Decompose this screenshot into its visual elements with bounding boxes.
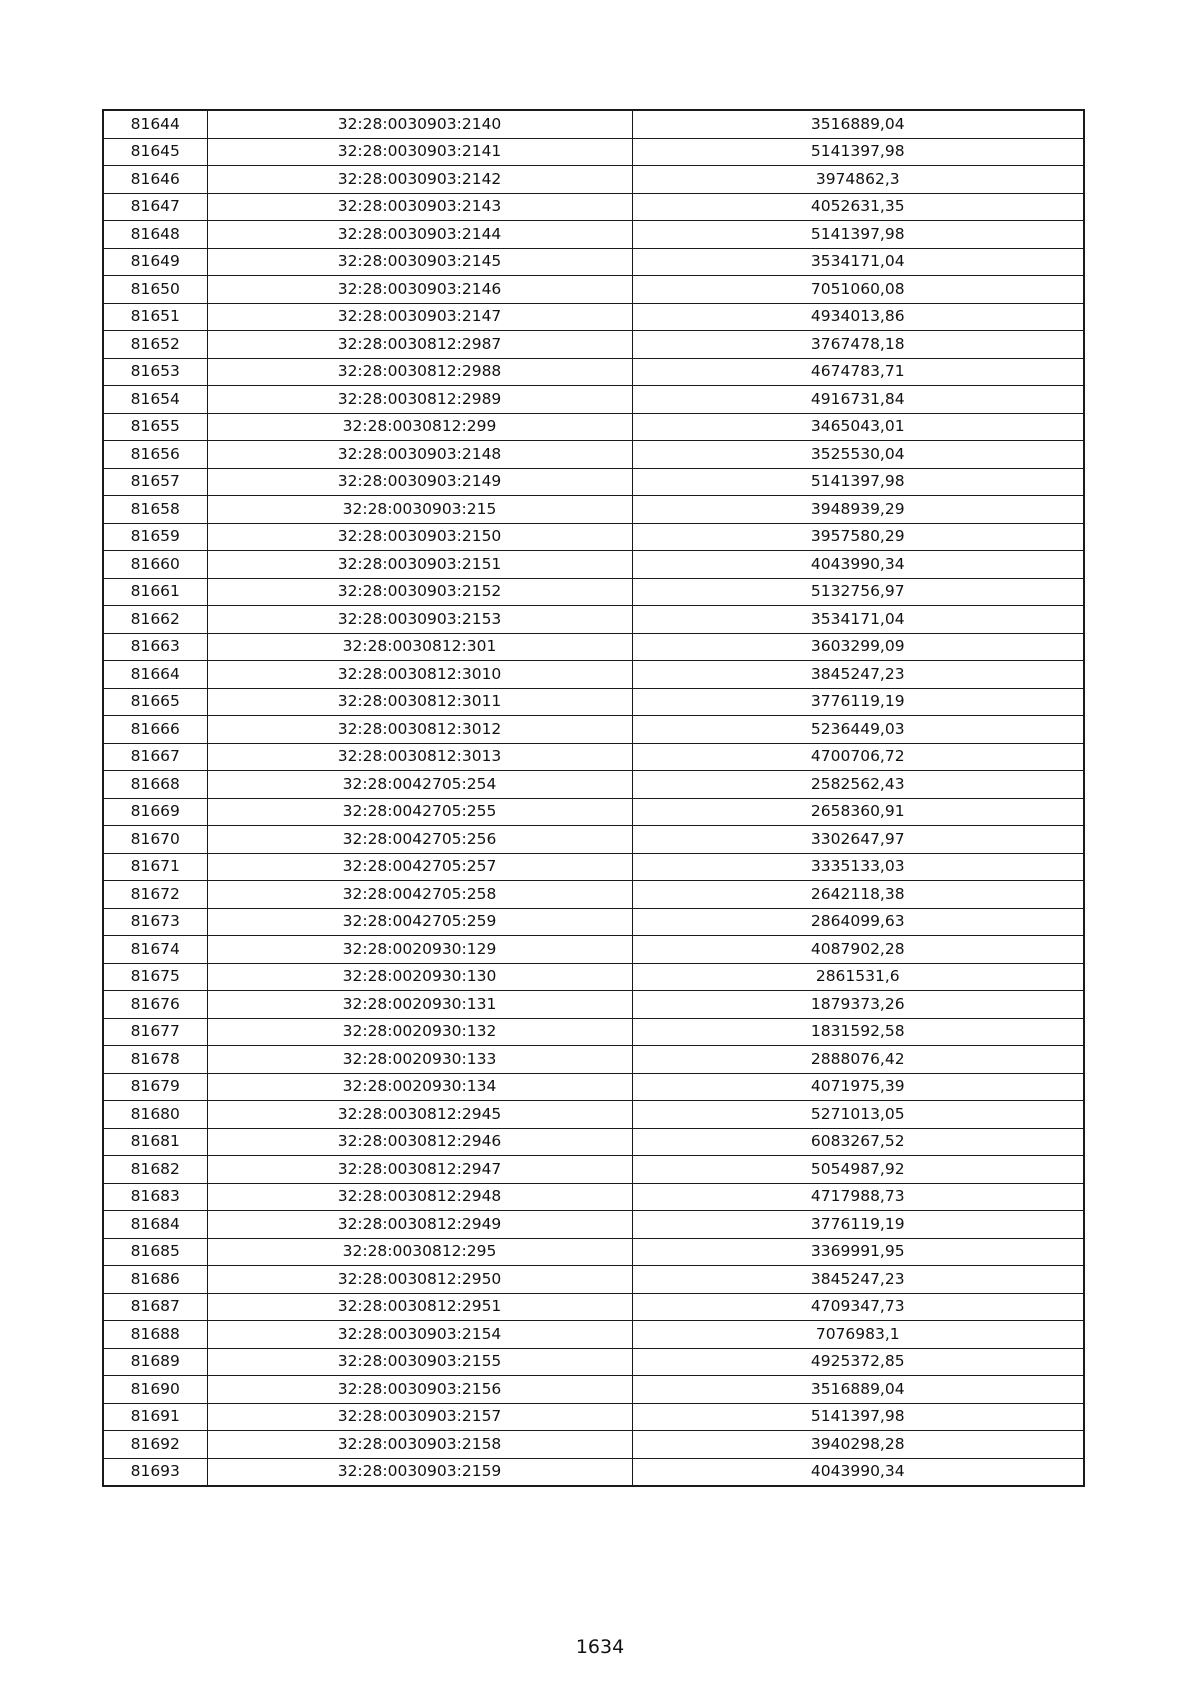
- table-row: [103, 138, 1084, 166]
- value-cell: 5141397,98: [632, 1403, 1084, 1431]
- value-cell: 3369991,95: [632, 1238, 1084, 1266]
- row-number-cell: 81655: [103, 413, 207, 441]
- row-number-cell: 81689: [103, 1348, 207, 1376]
- row-number-cell: 81648: [103, 221, 207, 249]
- value-cell: 4071975,39: [632, 1073, 1084, 1101]
- value-cell: 3534171,04: [632, 248, 1084, 276]
- row-number-cell: 81646: [103, 166, 207, 194]
- table-row: [103, 551, 1084, 579]
- row-number-cell: 81684: [103, 1211, 207, 1239]
- row-number-cell: 81691: [103, 1403, 207, 1431]
- value-cell: 3525530,04: [632, 441, 1084, 469]
- cadastral-number-cell: 32:28:0030812:299: [207, 413, 632, 441]
- table-row: [103, 633, 1084, 661]
- cadastral-number-cell: 32:28:0030812:2950: [207, 1266, 632, 1294]
- value-cell: 4717988,73: [632, 1183, 1084, 1211]
- table-row: [103, 1101, 1084, 1129]
- row-number-cell: 81672: [103, 881, 207, 909]
- cadastral-number-cell: 32:28:0030903:2143: [207, 193, 632, 221]
- value-cell: 5141397,98: [632, 221, 1084, 249]
- row-number-cell: 81658: [103, 496, 207, 524]
- value-cell: 2642118,38: [632, 881, 1084, 909]
- cadastral-number-cell: 32:28:0042705:254: [207, 771, 632, 799]
- table-row: [103, 248, 1084, 276]
- value-cell: 4674783,71: [632, 358, 1084, 386]
- table-row: [103, 1376, 1084, 1404]
- value-cell: 2658360,91: [632, 798, 1084, 826]
- row-number-cell: 81645: [103, 138, 207, 166]
- table-row: [103, 908, 1084, 936]
- table-row: [103, 1128, 1084, 1156]
- row-number-cell: 81661: [103, 578, 207, 606]
- value-cell: 3767478,18: [632, 331, 1084, 359]
- row-number-cell: 81669: [103, 798, 207, 826]
- table-row: [103, 193, 1084, 221]
- table-row: [103, 1018, 1084, 1046]
- cadastral-number-cell: 32:28:0030812:301: [207, 633, 632, 661]
- table-row: [103, 826, 1084, 854]
- row-number-cell: 81668: [103, 771, 207, 799]
- cadastral-number-cell: 32:28:0030903:215: [207, 496, 632, 524]
- cadastral-number-cell: 32:28:0030812:3012: [207, 716, 632, 744]
- table-row: [103, 881, 1084, 909]
- cadastral-number-cell: 32:28:0030903:2142: [207, 166, 632, 194]
- table-row: [103, 688, 1084, 716]
- row-number-cell: 81682: [103, 1156, 207, 1184]
- row-number-cell: 81644: [103, 110, 207, 138]
- table-row: [103, 413, 1084, 441]
- cadastral-number-cell: 32:28:0030903:2147: [207, 303, 632, 331]
- value-cell: 2888076,42: [632, 1046, 1084, 1074]
- value-cell: 2864099,63: [632, 908, 1084, 936]
- row-number-cell: 81662: [103, 606, 207, 634]
- table-row: [103, 606, 1084, 634]
- cadastral-number-cell: 32:28:0030903:2152: [207, 578, 632, 606]
- value-cell: 4934013,86: [632, 303, 1084, 331]
- row-number-cell: 81660: [103, 551, 207, 579]
- table-row: [103, 853, 1084, 881]
- row-number-cell: 81647: [103, 193, 207, 221]
- row-number-cell: 81679: [103, 1073, 207, 1101]
- cadastral-number-cell: 32:28:0042705:255: [207, 798, 632, 826]
- value-cell: 7076983,1: [632, 1321, 1084, 1349]
- cadastral-number-cell: 32:28:0030812:2947: [207, 1156, 632, 1184]
- table-row: [103, 771, 1084, 799]
- row-number-cell: 81651: [103, 303, 207, 331]
- cadastral-number-cell: 32:28:0020930:132: [207, 1018, 632, 1046]
- cadastral-number-cell: 32:28:0030903:2145: [207, 248, 632, 276]
- table-row: [103, 1183, 1084, 1211]
- row-number-cell: 81656: [103, 441, 207, 469]
- table-row: [103, 303, 1084, 331]
- row-number-cell: 81674: [103, 936, 207, 964]
- value-cell: 3516889,04: [632, 110, 1084, 138]
- value-cell: 5141397,98: [632, 468, 1084, 496]
- row-number-cell: 81676: [103, 991, 207, 1019]
- cadastral-number-cell: 32:28:0030903:2158: [207, 1431, 632, 1459]
- table-row: [103, 386, 1084, 414]
- cadastral-number-cell: 32:28:0030903:2140: [207, 110, 632, 138]
- cadastral-number-cell: 32:28:0030812:3011: [207, 688, 632, 716]
- value-cell: 5271013,05: [632, 1101, 1084, 1129]
- cadastral-number-cell: 32:28:0020930:130: [207, 963, 632, 991]
- value-cell: 3974862,3: [632, 166, 1084, 194]
- table-row: [103, 358, 1084, 386]
- table-row: [103, 276, 1084, 304]
- row-number-cell: 81667: [103, 743, 207, 771]
- value-cell: 4925372,85: [632, 1348, 1084, 1376]
- table-row: [103, 1348, 1084, 1376]
- cadastral-number-cell: 32:28:0030812:2946: [207, 1128, 632, 1156]
- cadastral-number-cell: 32:28:0030903:2159: [207, 1458, 632, 1486]
- value-cell: 4043990,34: [632, 1458, 1084, 1486]
- cadastral-number-cell: 32:28:0030903:2151: [207, 551, 632, 579]
- row-number-cell: 81663: [103, 633, 207, 661]
- value-cell: 4709347,73: [632, 1293, 1084, 1321]
- cadastral-number-cell: 32:28:0030812:2951: [207, 1293, 632, 1321]
- row-number-cell: 81692: [103, 1431, 207, 1459]
- row-number-cell: 81659: [103, 523, 207, 551]
- value-cell: 3603299,09: [632, 633, 1084, 661]
- value-cell: 3335133,03: [632, 853, 1084, 881]
- value-cell: 3534171,04: [632, 606, 1084, 634]
- table-row: [103, 110, 1084, 138]
- cadastral-number-cell: 32:28:0030812:2949: [207, 1211, 632, 1239]
- row-number-cell: 81681: [103, 1128, 207, 1156]
- value-cell: 4700706,72: [632, 743, 1084, 771]
- table-row: [103, 1293, 1084, 1321]
- value-cell: 3957580,29: [632, 523, 1084, 551]
- row-number-cell: 81687: [103, 1293, 207, 1321]
- table-row: [103, 496, 1084, 524]
- value-cell: 6083267,52: [632, 1128, 1084, 1156]
- cadastral-number-cell: 32:28:0042705:257: [207, 853, 632, 881]
- row-number-cell: 81657: [103, 468, 207, 496]
- table-row: [103, 1156, 1084, 1184]
- table-row: [103, 578, 1084, 606]
- cadastral-number-cell: 32:28:0042705:256: [207, 826, 632, 854]
- cadastral-number-cell: 32:28:0030903:2148: [207, 441, 632, 469]
- value-cell: 3776119,19: [632, 688, 1084, 716]
- row-number-cell: 81693: [103, 1458, 207, 1486]
- value-cell: 4052631,35: [632, 193, 1084, 221]
- value-cell: 5236449,03: [632, 716, 1084, 744]
- value-cell: 2861531,6: [632, 963, 1084, 991]
- table-row: [103, 661, 1084, 689]
- table-body: [103, 110, 1084, 1486]
- cadastral-number-cell: 32:28:0030812:3010: [207, 661, 632, 689]
- row-number-cell: 81666: [103, 716, 207, 744]
- cadastral-number-cell: 32:28:0030903:2144: [207, 221, 632, 249]
- value-cell: 3940298,28: [632, 1431, 1084, 1459]
- row-number-cell: 81670: [103, 826, 207, 854]
- value-cell: 3845247,23: [632, 1266, 1084, 1294]
- cadastral-number-cell: 32:28:0030812:2945: [207, 1101, 632, 1129]
- row-number-cell: 81675: [103, 963, 207, 991]
- table-row: [103, 441, 1084, 469]
- cadastral-number-cell: 32:28:0030903:2157: [207, 1403, 632, 1431]
- page-number: 1634: [575, 1636, 625, 1658]
- value-cell: 2582562,43: [632, 771, 1084, 799]
- cadastral-number-cell: 32:28:0030812:295: [207, 1238, 632, 1266]
- table-row: [103, 331, 1084, 359]
- row-number-cell: 81650: [103, 276, 207, 304]
- cadastral-number-cell: 32:28:0030903:2155: [207, 1348, 632, 1376]
- table-row: [103, 221, 1084, 249]
- value-cell: 5054987,92: [632, 1156, 1084, 1184]
- table-row: [103, 1073, 1084, 1101]
- value-cell: 4043990,34: [632, 551, 1084, 579]
- row-number-cell: 81678: [103, 1046, 207, 1074]
- cadastral-number-cell: 32:28:0030903:2150: [207, 523, 632, 551]
- cadastral-number-cell: 32:28:0020930:131: [207, 991, 632, 1019]
- table-row: [103, 1266, 1084, 1294]
- table-row: [103, 936, 1084, 964]
- value-cell: 5132756,97: [632, 578, 1084, 606]
- table-row: [103, 1431, 1084, 1459]
- cadastral-number-cell: 32:28:0030812:2987: [207, 331, 632, 359]
- row-number-cell: 81685: [103, 1238, 207, 1266]
- cadastral-number-cell: 32:28:0042705:258: [207, 881, 632, 909]
- data-table: [102, 109, 1085, 1487]
- cadastral-number-cell: 32:28:0042705:259: [207, 908, 632, 936]
- row-number-cell: 81653: [103, 358, 207, 386]
- cadastral-number-cell: 32:28:0030903:2149: [207, 468, 632, 496]
- table-row: [103, 1321, 1084, 1349]
- row-number-cell: 81671: [103, 853, 207, 881]
- row-number-cell: 81677: [103, 1018, 207, 1046]
- row-number-cell: 81673: [103, 908, 207, 936]
- table-row: [103, 991, 1084, 1019]
- value-cell: 3776119,19: [632, 1211, 1084, 1239]
- value-cell: 3948939,29: [632, 496, 1084, 524]
- table-row: [103, 1046, 1084, 1074]
- table-row: [103, 963, 1084, 991]
- table-row: [103, 1458, 1084, 1486]
- table-row: [103, 743, 1084, 771]
- row-number-cell: 81665: [103, 688, 207, 716]
- cadastral-number-cell: 32:28:0020930:134: [207, 1073, 632, 1101]
- cadastral-number-cell: 32:28:0030812:2988: [207, 358, 632, 386]
- cadastral-number-cell: 32:28:0030812:3013: [207, 743, 632, 771]
- cadastral-number-cell: 32:28:0030903:2153: [207, 606, 632, 634]
- table-row: [103, 166, 1084, 194]
- value-cell: 4916731,84: [632, 386, 1084, 414]
- table-row: [103, 1238, 1084, 1266]
- table-row: [103, 468, 1084, 496]
- row-number-cell: 81680: [103, 1101, 207, 1129]
- cadastral-number-cell: 32:28:0030903:2146: [207, 276, 632, 304]
- value-cell: 3465043,01: [632, 413, 1084, 441]
- row-number-cell: 81649: [103, 248, 207, 276]
- value-cell: 4087902,28: [632, 936, 1084, 964]
- table-row: [103, 1211, 1084, 1239]
- cadastral-number-cell: 32:28:0020930:133: [207, 1046, 632, 1074]
- value-cell: 3302647,97: [632, 826, 1084, 854]
- cadastral-number-cell: 32:28:0030812:2989: [207, 386, 632, 414]
- row-number-cell: 81654: [103, 386, 207, 414]
- value-cell: 7051060,08: [632, 276, 1084, 304]
- cadastral-number-cell: 32:28:0030903:2156: [207, 1376, 632, 1404]
- row-number-cell: 81652: [103, 331, 207, 359]
- cadastral-number-cell: 32:28:0030812:2948: [207, 1183, 632, 1211]
- cadastral-number-cell: 32:28:0030903:2154: [207, 1321, 632, 1349]
- value-cell: 1879373,26: [632, 991, 1084, 1019]
- row-number-cell: 81690: [103, 1376, 207, 1404]
- cadastral-number-cell: 32:28:0020930:129: [207, 936, 632, 964]
- value-cell: 3845247,23: [632, 661, 1084, 689]
- table-row: [103, 716, 1084, 744]
- table-row: [103, 523, 1084, 551]
- table-row: [103, 1403, 1084, 1431]
- row-number-cell: 81688: [103, 1321, 207, 1349]
- row-number-cell: 81683: [103, 1183, 207, 1211]
- cadastral-number-cell: 32:28:0030903:2141: [207, 138, 632, 166]
- row-number-cell: 81664: [103, 661, 207, 689]
- table-row: [103, 798, 1084, 826]
- value-cell: 1831592,58: [632, 1018, 1084, 1046]
- value-cell: 3516889,04: [632, 1376, 1084, 1404]
- value-cell: 5141397,98: [632, 138, 1084, 166]
- row-number-cell: 81686: [103, 1266, 207, 1294]
